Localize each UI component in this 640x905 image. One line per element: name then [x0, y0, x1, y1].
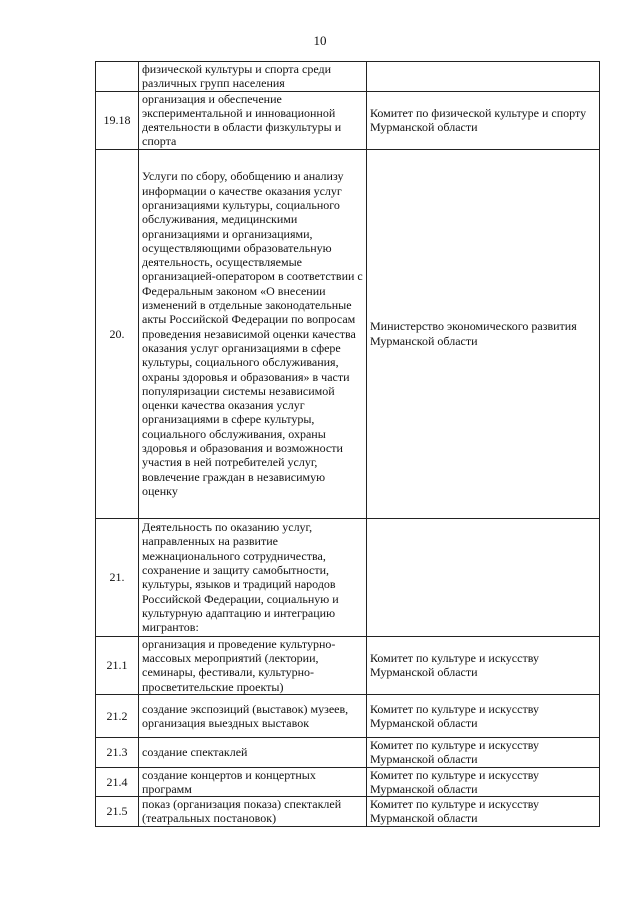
row-organization: Комитет по культуре и искусству Мурманской области [367, 797, 600, 827]
table-row [96, 518, 600, 636]
row-description: показ (организация показа) спектаклей (театральных постановок) [139, 797, 367, 827]
table-row [96, 91, 600, 149]
row-organization: Комитет по культуре и искусству Мурманской области [367, 636, 600, 694]
page-number: 10 [313, 33, 327, 48]
row-organization: Комитет по культуре и искусству Мурманской области [367, 694, 600, 737]
row-description: Услуги по сбору, обобщению и анализу информации о качестве оказания услуг организациями культуры, социального обслуживания, медицинскими организациями и организациями, осуществляющими образовательную деятельность, осуществляемые организацией-оператором в соответствии с Федеральным законом «О внесении изменений в отдельные законодательные акты Российской Федерации по вопросам проведения независимой оценки качества оказания услуг организациями в сфере культуры, социального обслуживания, охраны здоровья и образования» в части популяризации системы независимой оценки качества оказания услуг организациями в сфере культуры, социального обслуживания, охраны здоровья и образования и возможности участия в ней потребителей услуг, вовлечение граждан в независимую оценку [139, 149, 367, 518]
row-organization: Министерство экономического развития Мурманской области [367, 149, 600, 518]
table-row [96, 636, 600, 694]
table-row [96, 797, 600, 827]
row-organization [367, 518, 600, 636]
row-description: создание спектаклей [139, 737, 367, 767]
row-description: создание концертов и концертных программ [139, 767, 367, 797]
table-row [96, 694, 600, 737]
table-row [96, 767, 600, 797]
row-organization: Комитет по культуре и искусству Мурманской области [367, 737, 600, 767]
row-number [96, 62, 139, 92]
row-organization: Комитет по физической культуре и спорту Мурманской области [367, 91, 600, 149]
row-number: 21.1 [96, 636, 139, 694]
row-description: Деятельность по оказанию услуг, направленных на развитие межнационального сотрудничества, сохранение и защиту самобытности, культуры, языков и традиций народов Российской Федерации, социальную и культурную адаптацию и интеграцию мигрантов: [139, 518, 367, 636]
table-row [96, 149, 600, 518]
row-description: организация и обеспечение экспериментальной и инновационной деятельности в области физкультуры и спорта [139, 91, 367, 149]
row-description: организация и проведение культурно-массовых мероприятий (лектории, семинары, фестивали, культурно-просветительские проекты) [139, 636, 367, 694]
row-organization: Комитет по культуре и искусству Мурманской области [367, 767, 600, 797]
row-number: 20. [96, 149, 139, 518]
row-description: создание экспозиций (выставок) музеев, организация выездных выставок [139, 694, 367, 737]
row-number: 21. [96, 518, 139, 636]
table-row [96, 737, 600, 767]
row-number: 21.3 [96, 737, 139, 767]
services-table [95, 61, 600, 827]
row-number: 21.5 [96, 797, 139, 827]
table-row [96, 62, 600, 92]
row-number: 21.2 [96, 694, 139, 737]
row-description: физической культуры и спорта среди различных групп населения [139, 62, 367, 92]
row-number: 19.18 [96, 91, 139, 149]
row-organization [367, 62, 600, 92]
row-number: 21.4 [96, 767, 139, 797]
